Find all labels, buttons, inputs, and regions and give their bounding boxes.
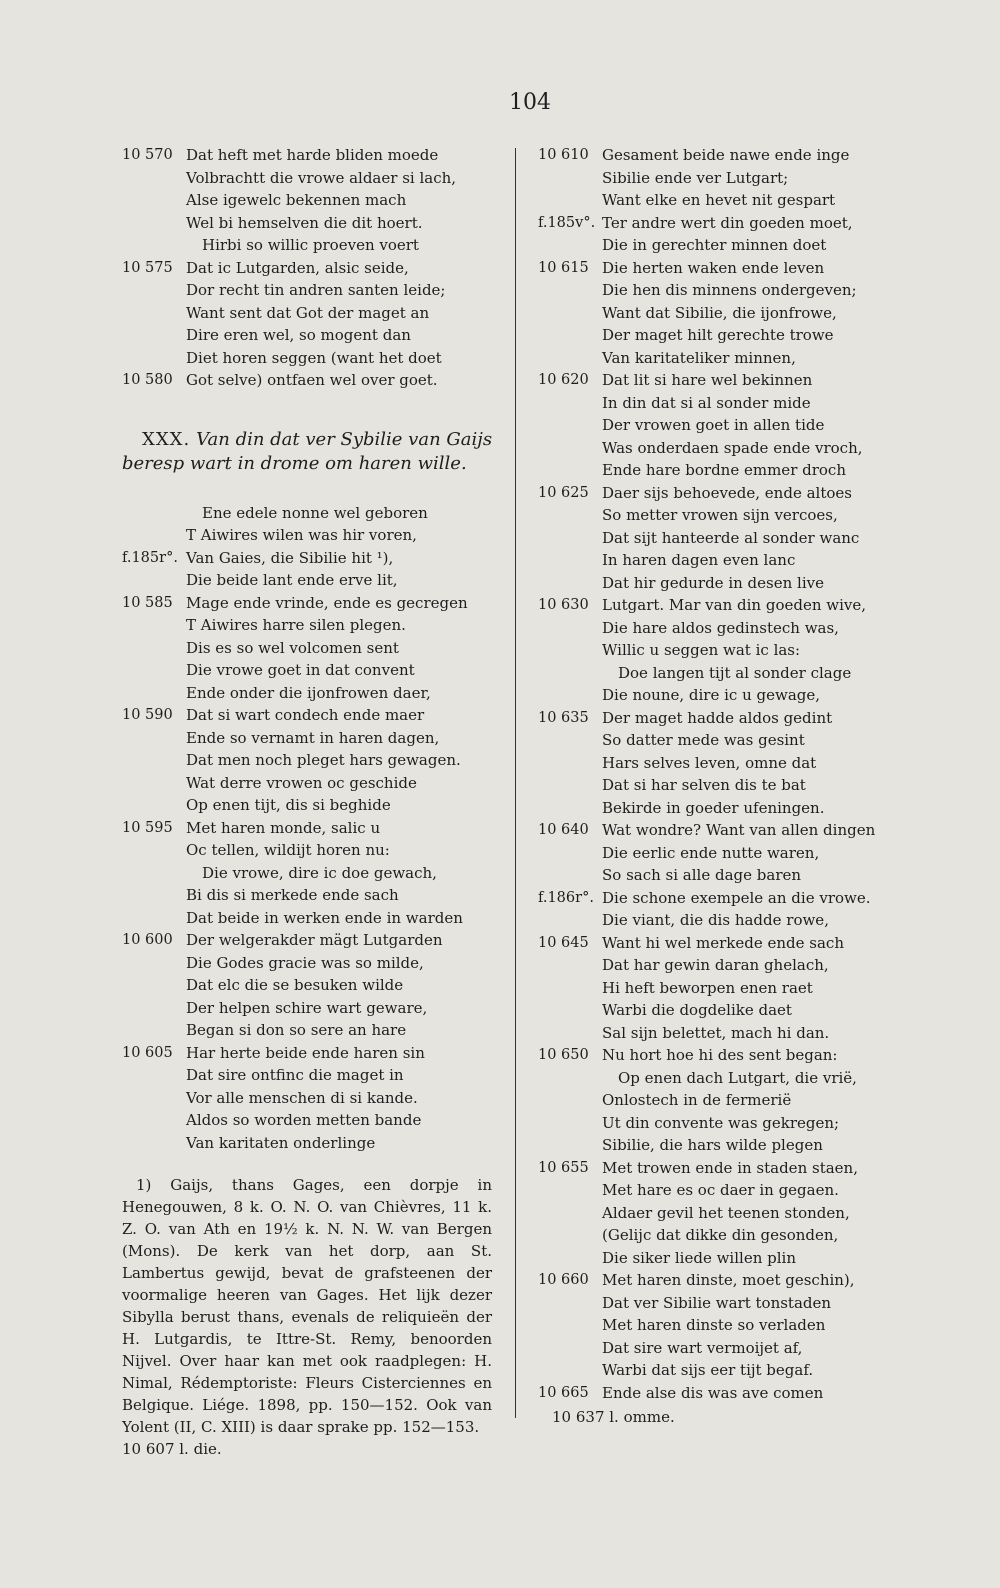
verse-text: Dat hir gedurde in desen live [602,573,824,592]
verse-text: Met haren dinste so verladen [602,1316,826,1334]
footnote-1: 1) Gaijs, thans Gages, een dorpje in Henegouwen, 8 k. O. N. O. van Chièvres, 11 k. Z. O. van Ath en 19½ k. N. N. W. van Bergen (Mons). De kerk van het dorp, aan St. Lambertus gewijd, bevat de grafsteenen der voormalige heeren van Gages. Het lijk dezer Sibylla berust thans, evenals de reliquieën der H. Lutgardis, te Ittre-St. Remy, benoorden Nijvel. Over haar kan met ook raadplegen: H. Nimal, Rédemptoriste: Fleurs Cisterciennes en Belgique. Liége. 1898, pp. 150—152. Ook van Yolent (II, C. XIII) is daar sprake pp. 152—153. [122,1176,492,1436]
verse-text: Mage ende vrinde, ende es gecregen [186,593,468,612]
verse-text: Die vrowe, dire ic doe gewach, [202,863,437,882]
verse-line [538,572,938,595]
verse-line [538,527,938,550]
verse-line [122,167,502,190]
verse-text: Die Godes gracie was so milde, [186,953,424,972]
line-number: f.185v°. [538,214,596,231]
line-number: 10 650 [538,1047,589,1063]
verse-line [538,1067,938,1090]
verse-line [538,707,938,730]
verse-line [122,862,502,885]
verse-line [122,749,502,772]
verse-text: Dat elc die se besuken wilde [186,976,404,994]
verse-line [122,1064,502,1087]
chapter-heading-line1 [122,428,502,452]
left-verse-block-a [122,144,502,392]
verse-line [122,569,502,592]
verse-text: Want sent dat Got der maget an [186,303,430,322]
line-number: 10 630 [538,597,589,613]
verse-line [122,727,502,750]
line-number: f.185r°. [122,549,178,566]
verse-line [538,482,938,505]
verse-text: Aldaer gevil het teenen stonden, [602,1203,850,1222]
left-column [122,144,502,1460]
verse-line [538,729,938,752]
verse-text: Hi heft beworpen enen raet [602,978,813,997]
verse-line [538,999,938,1022]
verse-line [122,1132,502,1155]
verse-text: Die hen dis minnens ondergeven; [602,281,857,299]
chapter-title-line1: Van din dat ver Sybilie van Gaijs [196,428,493,450]
verse-text: Die noune, dire ic u gewage, [602,686,821,704]
verse-text: T Aiwires harre silen plegen. [186,616,406,634]
verse-text: Dat har gewin daran ghelach, [602,956,829,974]
verse-line [538,932,938,955]
verse-line [538,549,938,572]
verse-line [122,1042,502,1065]
verse-line [538,864,938,887]
verse-line [122,952,502,975]
verse-text: Daer sijs behoevede, ende altoes [602,483,852,502]
verse-line [538,459,938,482]
verse-line [538,1224,938,1247]
line-number: 10 595 [122,819,173,836]
verse-text: Aldos so worden metten bande [186,1111,422,1129]
verse-text: Dat beide in werken ende in warden [186,908,463,927]
verse-text: Der maget hadde aldos gedint [602,708,833,727]
verse-text: Ut din convente was gekregen; [602,1113,840,1132]
verse-line [538,1382,938,1405]
verse-line [122,884,502,907]
verse-line [538,954,938,977]
verse-text: Dat sire ontfinc die maget in [186,1066,404,1084]
verse-text: Der maget hilt gerechte trowe [602,326,834,344]
verse-line [122,524,502,547]
verse-text: Van karitaten onderlinge [186,1133,376,1152]
verse-line [538,279,938,302]
textual-note-right: 10 637 l. omme. [552,1408,675,1426]
line-number: 10 620 [538,372,589,388]
verse-text: Van karitateliker minnen, [602,348,796,367]
verse-text: Van Gaies, die Sibilie hit ¹), [186,548,394,567]
verse-text: Dat ic Lutgarden, alsic seide, [186,258,409,277]
line-number: 10 570 [122,147,173,163]
verse-line [538,1089,938,1112]
verse-line [538,797,938,820]
verse-text: Want elke en hevet nit gespart [602,191,836,209]
textual-note-left: 10 607 l. die. [122,1440,222,1458]
verse-text: Dire eren wel, so mogent dan [186,326,411,344]
verse-text: Met trowen ende in staden staen, [602,1158,858,1177]
verse-text: Dor recht tin andren santen leide; [186,281,446,299]
verse-line [538,1314,938,1337]
verse-line [538,302,938,325]
verse-text: Warbi die dogdelike daet [602,1001,792,1019]
line-number: 10 610 [538,147,589,163]
verse-text: Dat lit si hare wel bekinnen [602,371,813,389]
verse-line [538,842,938,865]
verse-text: Dat sire wart vermoijet af, [602,1338,803,1357]
verse-text: Dat ver Sibilie wart tonstaden [602,1293,832,1312]
line-number: 10 590 [122,707,173,723]
verse-text: Wel bi hemselven die dit hoert. [186,213,423,232]
verse-text: Hirbi so willic proeven voert [202,236,419,254]
verse-text: Want dat Sibilie, die ijonfrowe, [602,303,837,322]
verse-text: In din dat si al sonder mide [602,393,811,412]
verse-line [538,1269,938,1292]
verse-line [122,997,502,1020]
verse-text: Was onderdaen spade ende vroch, [602,438,863,457]
verse-text: Dat men noch pleget hars gewagen. [186,751,461,769]
verse-line [122,614,502,637]
line-number: 10 585 [122,594,173,611]
verse-line [122,1087,502,1110]
verse-line [538,144,938,167]
verse-line [122,324,502,347]
line-number: 10 575 [122,259,173,276]
verse-line [122,637,502,660]
verse-line [538,369,938,392]
verse-text: Die hare aldos gedinstech was, [602,618,839,637]
line-number: 10 600 [122,932,173,948]
verse-text: Began si don so sere an hare [186,1021,407,1039]
verse-line [538,977,938,1000]
verse-line [538,774,938,797]
verse-line [122,347,502,370]
line-number: 10 635 [538,709,589,726]
verse-text: Dis es so wel volcomen sent [186,638,399,657]
verse-text: So datter mede was gesint [602,731,805,749]
verse-line [538,684,938,707]
verse-line [538,1112,938,1135]
verse-text: Dat sijt hanteerde al sonder wanc [602,528,860,547]
verse-line [122,839,502,862]
verse-line [538,324,938,347]
verse-text: Op enen dach Lutgart, die vrië, [618,1068,857,1087]
verse-text: Oc tellen, wildijt horen nu: [186,841,390,859]
verse-line [122,502,502,525]
verse-text: Wat wondre? Want van allen dingen [602,821,876,839]
verse-line [538,504,938,527]
verse-text: In haren dagen even lanc [602,551,796,569]
line-number: 10 660 [538,1272,589,1288]
verse-line [122,369,502,392]
verse-line [538,1202,938,1225]
verse-line [122,144,502,167]
verse-text: Die eerlic ende nutte waren, [602,843,820,862]
page-number: 104 [509,90,551,115]
line-number: f.186r°. [538,889,594,906]
verse-text: T Aiwires wilen was hir voren, [186,526,417,544]
verse-text: Bi dis si merkede ende sach [186,886,399,904]
verse-line [538,257,938,280]
line-number: 10 640 [538,822,589,838]
verse-text: Ende onder die ijonfrowen daer, [186,683,431,702]
right-column [538,144,938,1404]
verse-text: So metter vrowen sijn vercoes, [602,506,838,524]
verse-text: Op enen tijt, dis si beghide [186,796,391,814]
verse-line [122,929,502,952]
verse-text: Alse igewelc bekennen mach [186,191,407,209]
verse-text: Sibilie, die hars wilde plegen [602,1136,823,1154]
verse-line [122,1019,502,1042]
verse-line [122,234,502,257]
verse-text: Die beide lant ende erve lit, [186,571,398,589]
verse-text: Der vrowen goet in allen tide [602,416,825,434]
verse-line [122,659,502,682]
verse-text: Vor alle menschen di si kande. [186,1088,418,1107]
line-number: 10 605 [122,1044,173,1061]
verse-line [538,392,938,415]
verse-line [538,1044,938,1067]
verse-text: Der welgerakder mägt Lutgarden [186,931,443,949]
chapter-title-line2: beresp wart in drome om haren wille. [122,452,467,474]
verse-line [538,1359,938,1382]
verse-line [538,662,938,685]
verse-line [122,212,502,235]
verse-line [538,234,938,257]
chapter-heading [122,428,502,476]
verse-line [122,302,502,325]
verse-text: Die siker liede willen plin [602,1248,796,1267]
verse-line [122,817,502,840]
verse-line [538,594,938,617]
verse-line [122,1109,502,1132]
verse-text: Want hi wel merkede ende sach [602,933,844,952]
verse-line [122,547,502,570]
verse-line [538,1292,938,1315]
verse-text: Dat heft met harde bliden moede [186,146,439,164]
verse-line [538,1247,938,1270]
verse-line [538,1179,938,1202]
verse-text: Die viant, die dis hadde rowe, [602,911,829,929]
verse-text: Ende so vernamt in haren dagen, [186,728,440,747]
chapter-numeral: XXX. [142,428,191,450]
verse-text: Sibilie ende ver Lutgart; [602,168,789,187]
line-number: 10 645 [538,934,589,951]
verse-text: Warbi dat sijs eer tijt begaf. [602,1361,814,1379]
verse-text: Volbrachtt die vrowe aldaer si lach, [186,168,457,187]
verse-text: So sach si alle dage baren [602,866,802,884]
verse-text: Dat si har selven dis te bat [602,776,806,794]
verse-text: Die in gerechter minnen doet [602,236,827,254]
verse-line [122,279,502,302]
verse-text: Ene edele nonne wel geboren [202,503,428,522]
verse-line [538,819,938,842]
verse-line [538,1157,938,1180]
verse-line [538,1022,938,1045]
verse-text: Die schone exempele an die vrowe. [602,888,871,907]
verse-line [538,909,938,932]
verse-text: Got selve) ontfaen wel over goet. [186,371,438,389]
verse-line [122,772,502,795]
verse-line [538,347,938,370]
verse-line [122,704,502,727]
verse-text: Nu hort hoe hi des sent began: [602,1046,838,1064]
verse-text: Met haren dinste, moet geschin), [602,1271,855,1289]
column-divider [515,148,516,1418]
verse-line [538,617,938,640]
verse-text: Der helpen schire wart geware, [186,998,428,1017]
verse-text: Har herte beide ende haren sin [186,1043,425,1062]
verse-line [538,189,938,212]
verse-line [122,257,502,280]
verse-text: Ende alse dis was ave comen [602,1383,824,1402]
line-number: 10 665 [538,1384,589,1401]
verse-text: Dat si wart condech ende maer [186,706,425,724]
verse-text: Gesament beide nawe ende inge [602,146,850,164]
verse-line [538,639,938,662]
line-number: 10 625 [538,484,589,501]
verse-line [538,437,938,460]
verse-text: Diet horen seggen (want het doet [186,348,442,367]
verse-line [122,682,502,705]
verse-text: (Gelijc dat dikke din gesonden, [602,1226,839,1244]
verse-line [122,974,502,997]
verse-line [538,887,938,910]
verse-text: Met haren monde, salic u [186,818,381,837]
verse-line [538,1337,938,1360]
verse-text: Bekirde in goeder ufeningen. [602,798,825,817]
verse-line [122,189,502,212]
line-number: 10 615 [538,259,589,276]
verse-text: Met hare es oc daer in gegaen. [602,1181,839,1199]
verse-text: Willic u seggen wat ic las: [602,641,801,659]
verse-line [122,907,502,930]
verse-text: Onlostech in de fermerië [602,1091,792,1109]
verse-line [538,1134,938,1157]
left-verse-block-b [122,502,502,1155]
verse-text: Ende hare bordne emmer droch [602,461,846,479]
verse-text: Lutgart. Mar van din goeden wive, [602,596,867,614]
verse-text: Wat derre vrowen oc geschide [186,773,417,792]
verse-text: Die herten waken ende leven [602,258,825,277]
verse-line [122,794,502,817]
verse-line [538,212,938,235]
verse-text: Hars selves leven, omne dat [602,753,817,772]
verse-text: Die vrowe goet in dat convent [186,661,415,679]
line-number: 10 655 [538,1159,589,1176]
verse-text: Ter andre wert din goeden moet, [602,213,853,232]
verse-line [538,752,938,775]
footnotes [122,1174,492,1460]
verse-line [122,592,502,615]
verse-text: Sal sijn belettet, mach hi dan. [602,1023,830,1042]
line-number: 10 580 [122,372,173,388]
verse-text: Doe langen tijt al sonder clage [618,663,852,682]
verse-line [538,167,938,190]
verse-line [538,414,938,437]
